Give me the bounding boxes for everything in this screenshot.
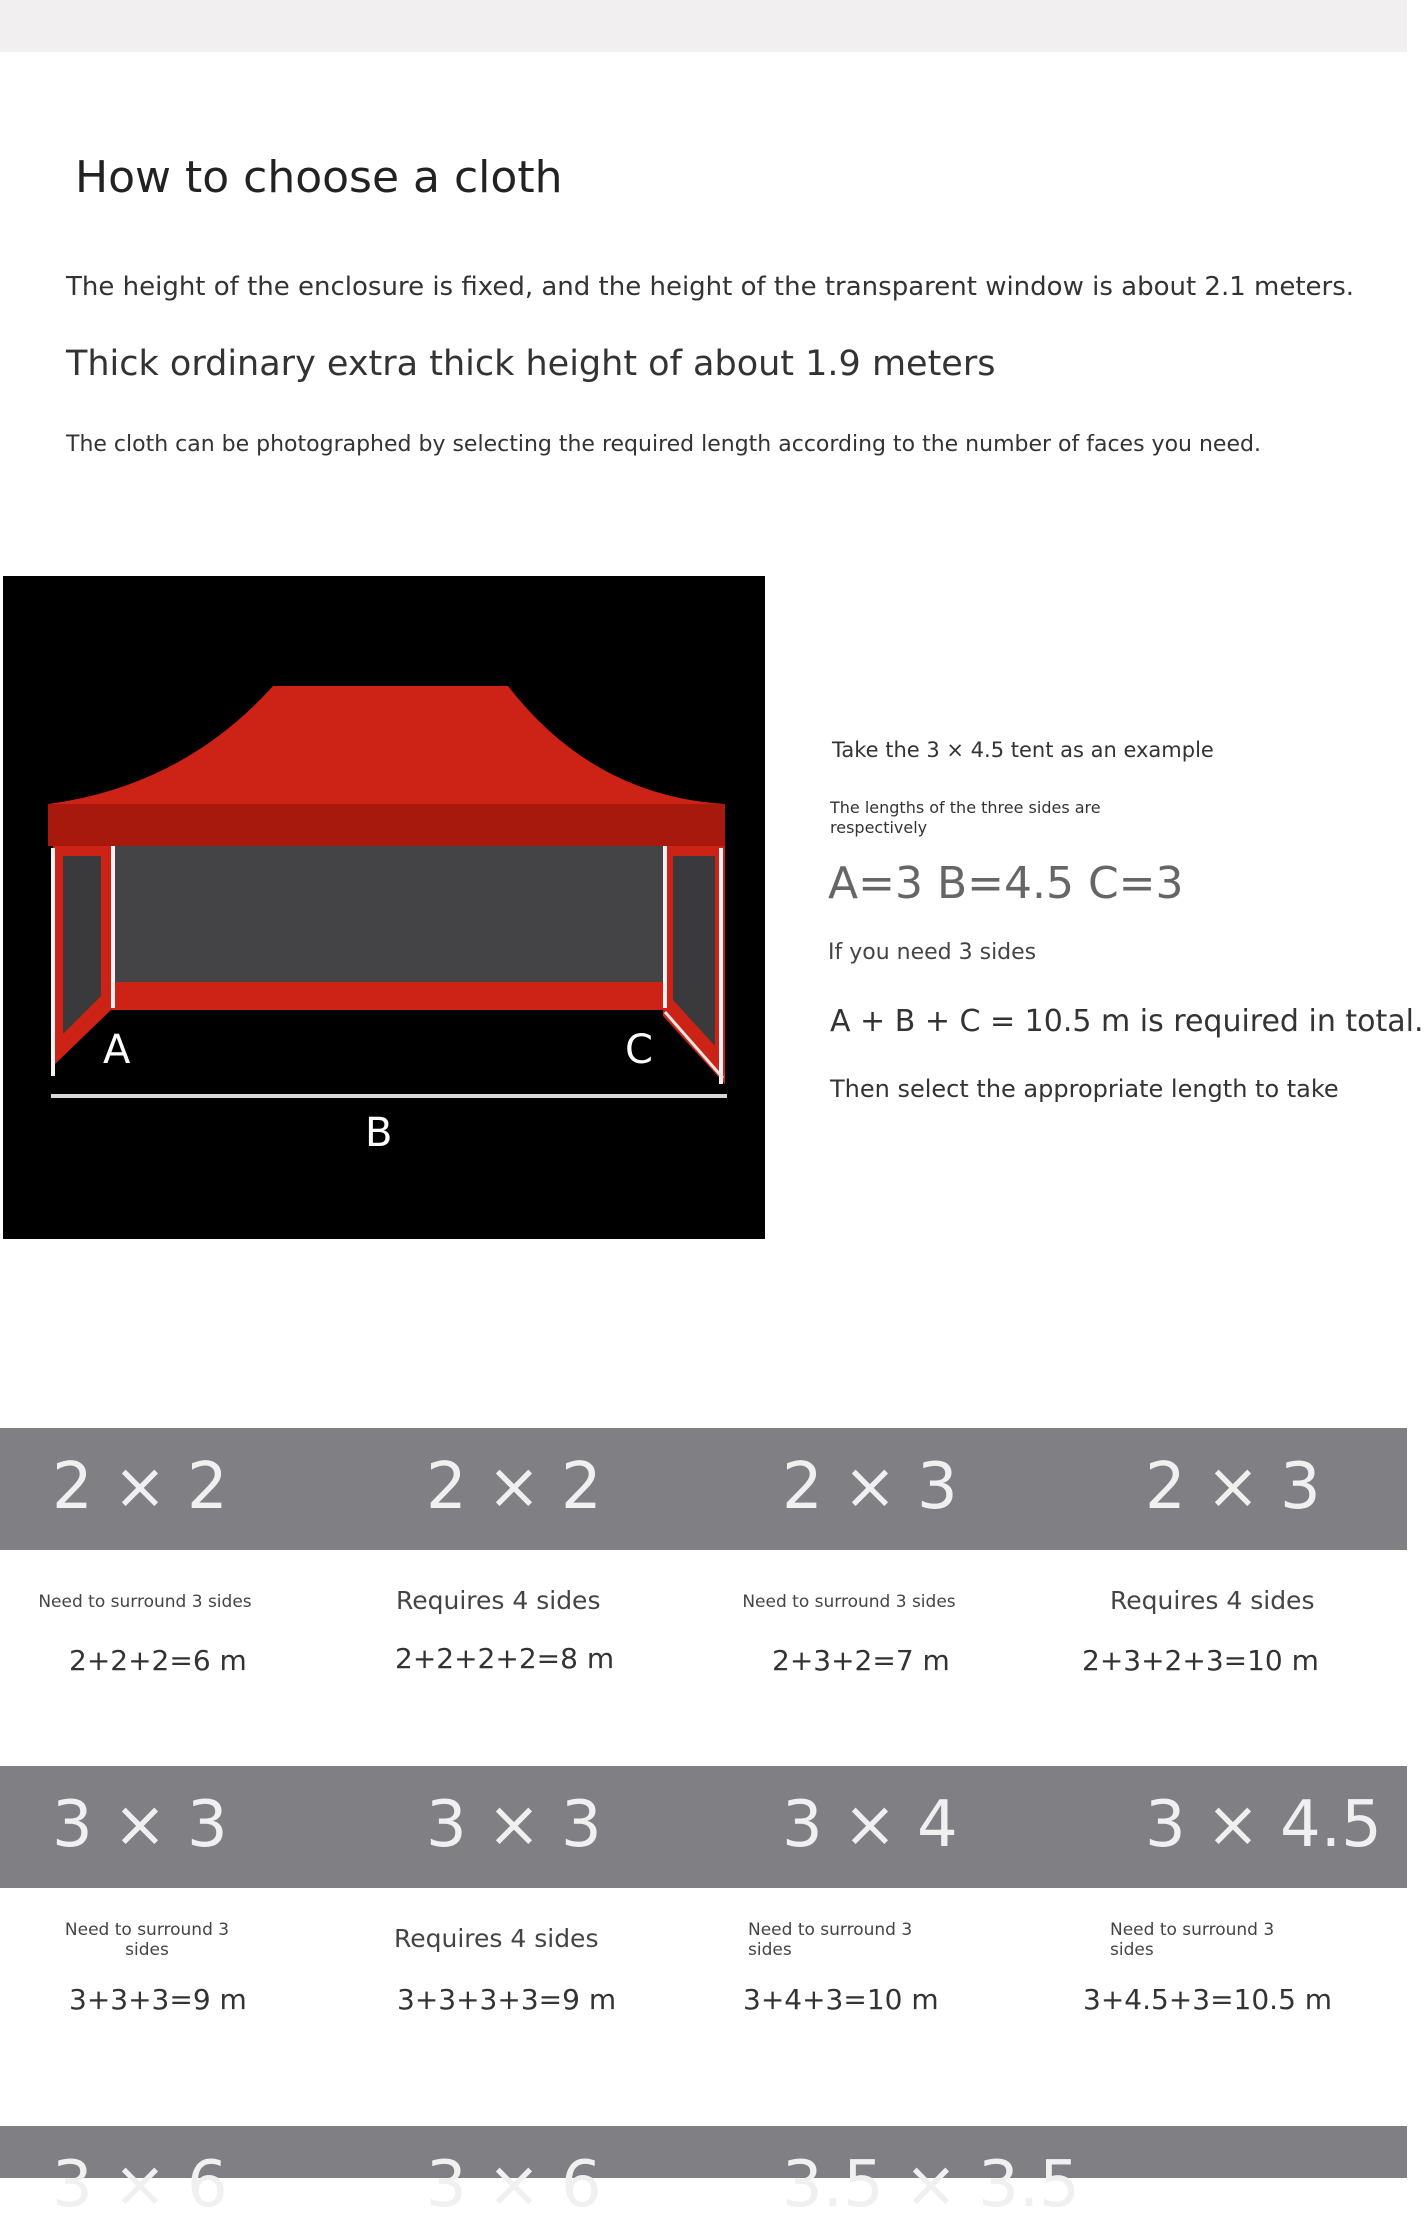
label-c: C [625, 1027, 653, 1073]
size-note: Requires 4 sides [396, 1586, 601, 1615]
size-note: Requires 4 sides [1110, 1586, 1315, 1615]
size-label: 2 × 3 [1145, 1450, 1321, 1524]
size-band-row2 [0, 1766, 1407, 1888]
size-label: 3 × 4.5 [1145, 1788, 1382, 1862]
size-formula: 3+4+3=10 m [743, 1983, 939, 2016]
page-title: How to choose a cloth [75, 152, 563, 203]
intro-window-height: The height of the enclosure is fixed, and the height of the transparent window is about 2.1 meters. [66, 272, 1355, 302]
size-label: 2 × 2 [52, 1450, 228, 1524]
size-label: 3 × 4 [782, 1788, 958, 1862]
canopy-valance [48, 804, 725, 846]
size-note: Need to surround 3 sides [38, 1592, 252, 1612]
size-label: 2 × 3 [782, 1450, 958, 1524]
example-values: A=3 B=4.5 C=3 [828, 858, 1184, 909]
example-title: Take the 3 × 4.5 tent as an example [832, 738, 1214, 762]
size-formula: 3+4.5+3=10.5 m [1083, 1983, 1333, 2016]
intro-thickness-height: Thick ordinary extra thick height of about 1.9 meters [66, 344, 996, 384]
size-formula: 3+3+3=9 m [69, 1983, 247, 2016]
size-formula: 2+2+2=6 m [69, 1644, 247, 1677]
size-label: 3.5 × 3.5 [782, 2148, 1080, 2222]
top-bar [0, 0, 1407, 52]
size-label: 3 × 6 [52, 2148, 228, 2222]
size-label: 3 × 3 [52, 1788, 228, 1862]
size-label: 3 × 6 [426, 2148, 602, 2222]
size-note: Need to surround 3 sides [1110, 1920, 1275, 1960]
label-a: A [103, 1027, 131, 1073]
size-note: Need to surround 3 sides [748, 1920, 913, 1960]
canopy-roof [48, 686, 725, 804]
size-label: 3 × 3 [426, 1788, 602, 1862]
label-b: B [365, 1110, 393, 1156]
bottom-strip [78, 982, 678, 1010]
example-instruction: Then select the appropriate length to take [830, 1075, 1339, 1103]
size-note: Need to surround 3 sides [64, 1920, 230, 1960]
size-note: Need to surround 3 sides [742, 1592, 956, 1612]
size-formula: 2+3+2=7 m [772, 1644, 950, 1677]
size-label: 2 × 2 [426, 1450, 602, 1524]
size-note: Requires 4 sides [394, 1924, 599, 1953]
example-total: A + B + C = 10.5 m is required in total. [830, 1004, 1424, 1039]
size-formula: 2+2+2+2=8 m [395, 1642, 615, 1675]
intro-selection-note: The cloth can be photographed by selecting the required length according to the number of faces you need. [66, 432, 1261, 457]
example-lengths-note: The lengths of the three sides are respectively [830, 798, 1101, 837]
size-band-row1 [0, 1428, 1407, 1550]
example-condition: If you need 3 sides [828, 940, 1037, 965]
back-wall [78, 846, 678, 982]
size-formula: 2+3+2+3=10 m [1082, 1644, 1319, 1677]
size-formula: 3+3+3+3=9 m [397, 1983, 617, 2016]
size-band-row3 [0, 2126, 1407, 2222]
tent-diagram [3, 576, 765, 1239]
